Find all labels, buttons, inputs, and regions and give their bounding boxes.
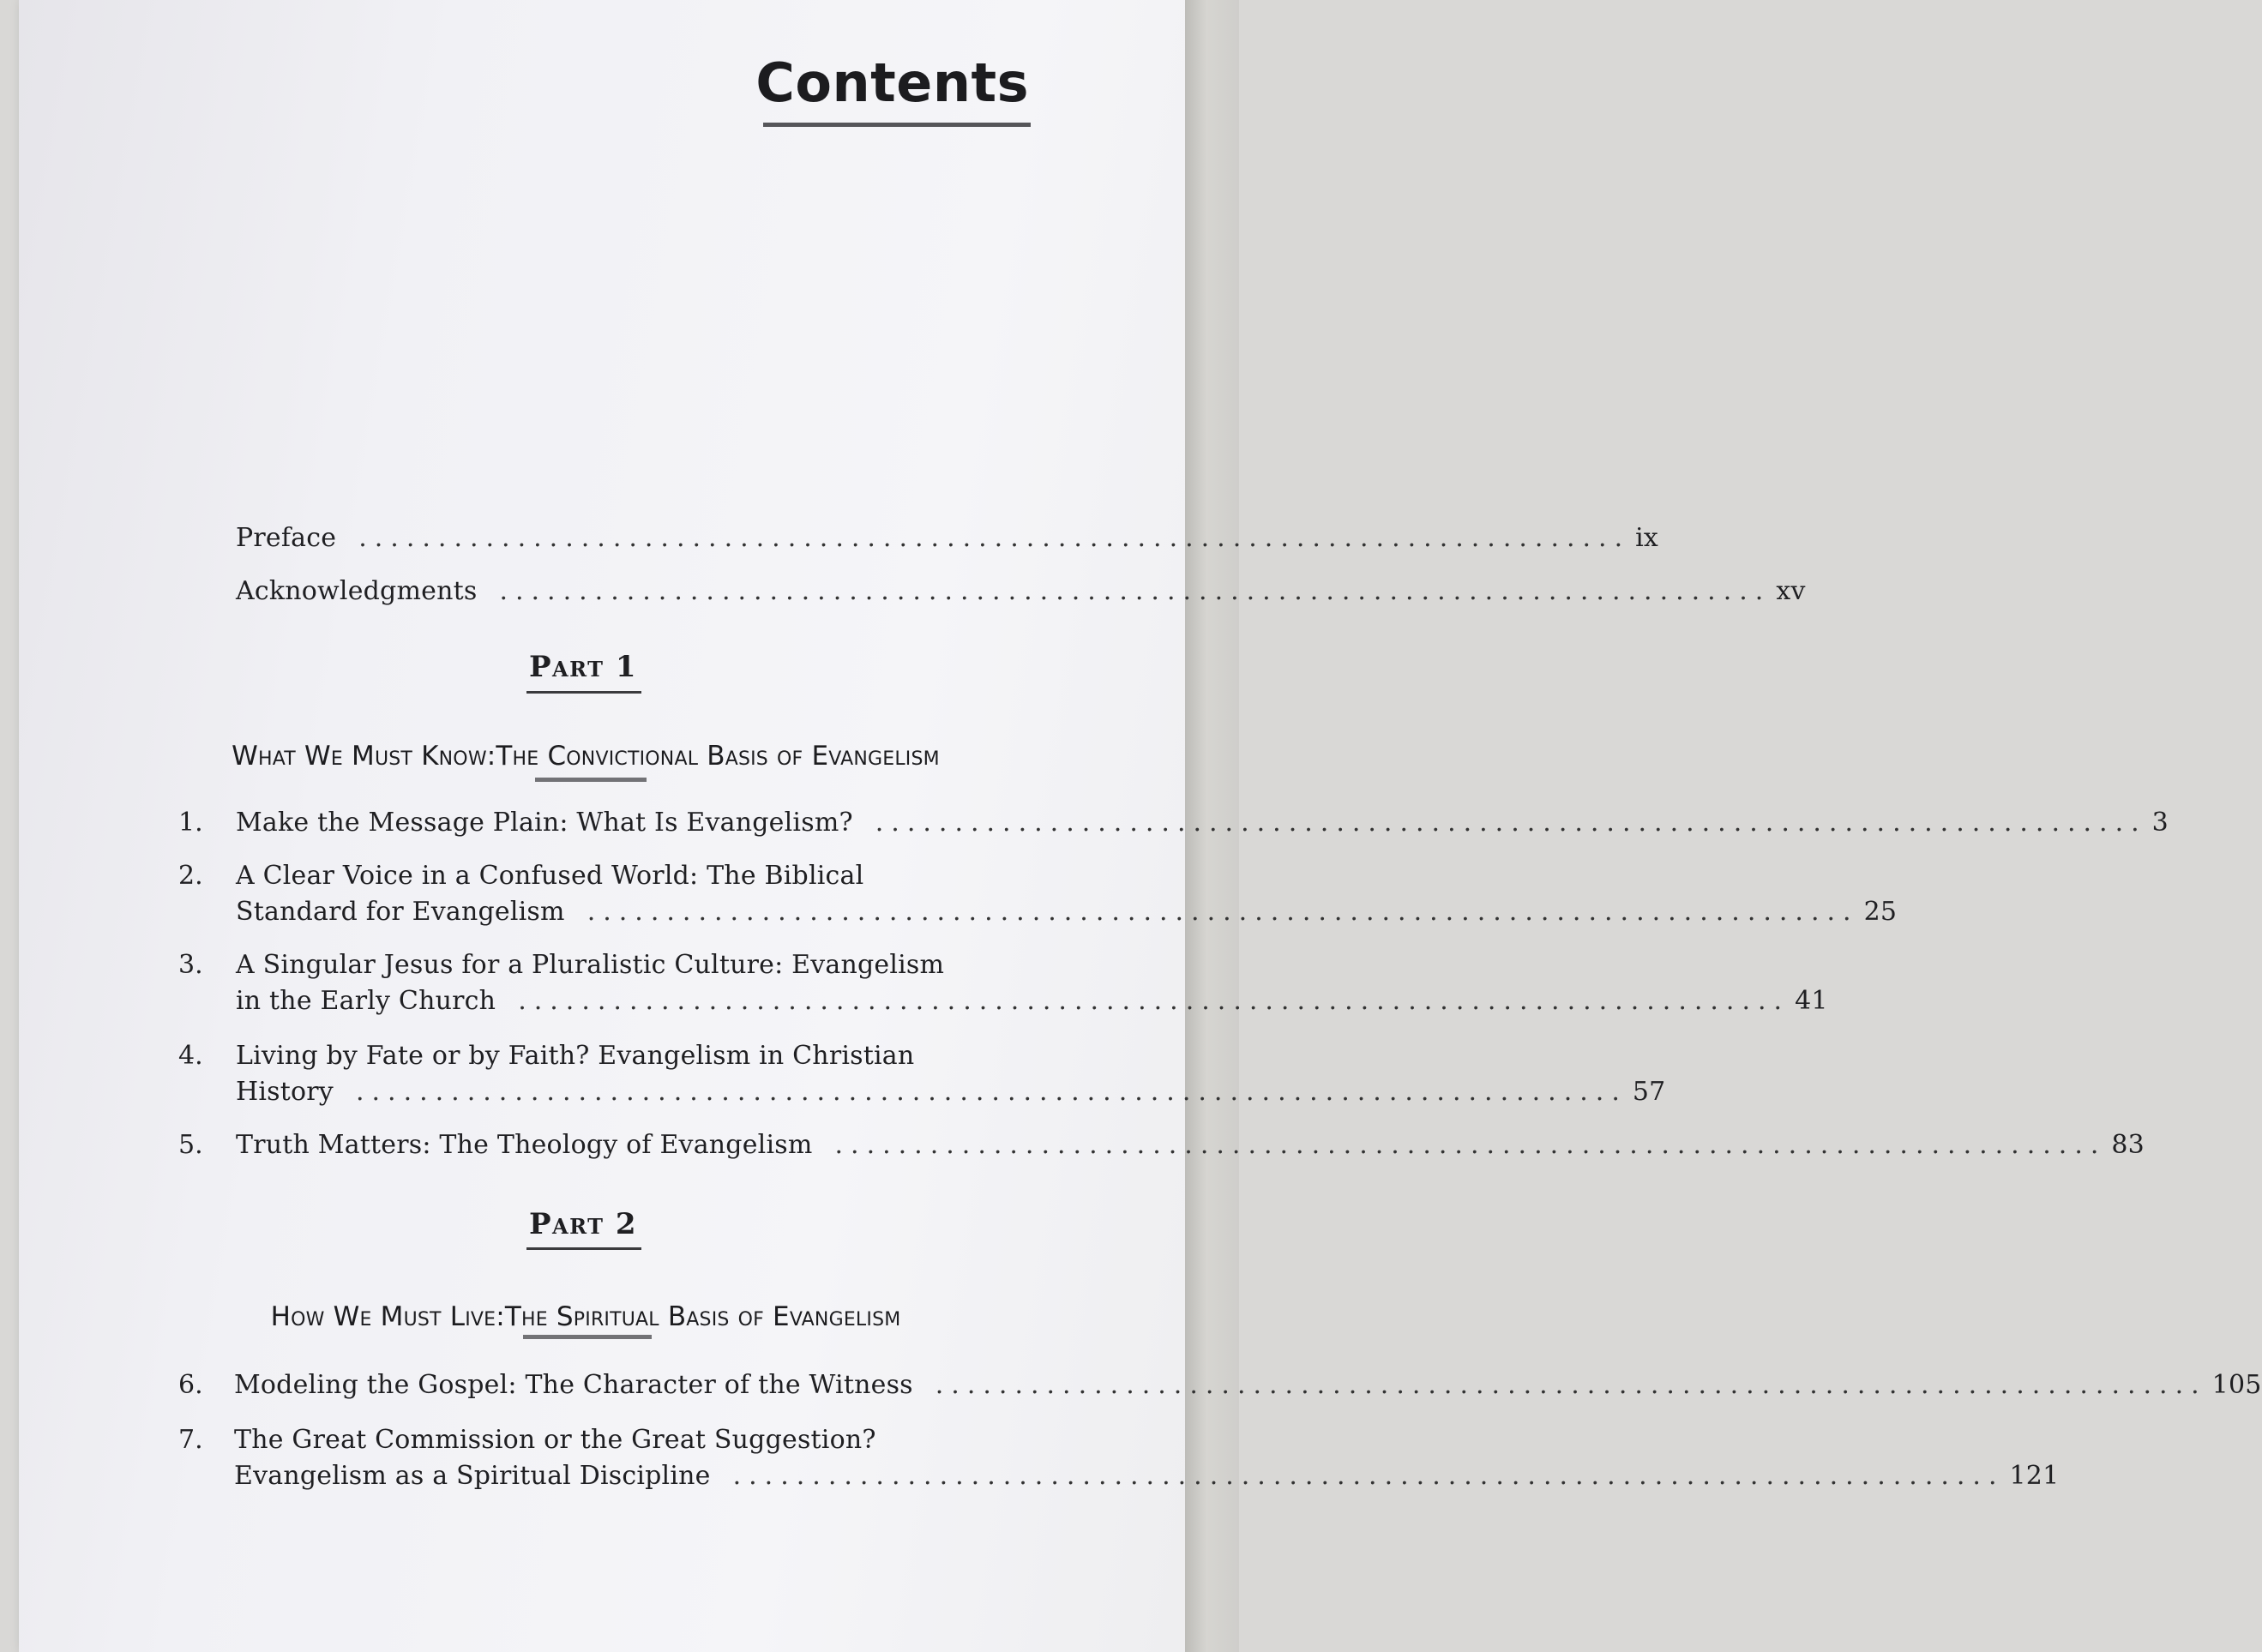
entry-page: xv — [1776, 576, 1806, 606]
part-2-heading: How We Must Live:The Spiritual Basis of Evangelism — [270, 1301, 901, 1332]
toc-entry-chapter-7[interactable] — [234, 1461, 2060, 1491]
title-underline — [763, 123, 1031, 127]
entry-label: Truth Matters: The Theology of Evangelism — [236, 1130, 813, 1160]
chapter-2-title-line1: A Clear Voice in a Confused World: The Biblical — [236, 861, 864, 891]
part-1-label: Part 1 — [528, 650, 638, 684]
toc-entry-chapter-4[interactable] — [236, 1077, 1666, 1107]
chapter-3-number: 3. — [178, 950, 203, 980]
entry-label: Preface — [236, 523, 337, 553]
chapter-2-number: 2. — [178, 861, 203, 891]
entry-label: Make the Message Plain: What Is Evangelism? — [236, 808, 853, 838]
entry-page: 121 — [2009, 1461, 2060, 1491]
dot-leader: ................................................................................ — [499, 576, 1772, 606]
entry-label: Modeling the Gospel: The Character of the Witness — [234, 1370, 913, 1400]
dot-leader: ................................................................................ — [875, 808, 2147, 838]
entry-page: 57 — [1632, 1077, 1666, 1107]
toc-entry-chapter-3[interactable] — [236, 986, 1828, 1016]
chapter-3-title-line1: A Singular Jesus for a Pluralistic Culture: Evangelism — [236, 950, 945, 980]
chapter-1-number: 1. — [178, 808, 203, 838]
chapter-7-number: 7. — [178, 1425, 203, 1455]
dot-leader: ................................................................................ — [358, 523, 1631, 553]
chapter-7-title-line1: The Great Commission or the Great Suggestion? — [234, 1425, 876, 1455]
entry-page: 3 — [2151, 808, 2169, 838]
chapter-4-number: 4. — [178, 1041, 203, 1071]
chapter-6-number: 6. — [178, 1370, 203, 1400]
toc-entry-chapter-2[interactable] — [236, 897, 1898, 927]
entry-page: 83 — [2111, 1130, 2145, 1160]
dot-leader: ................................................................................ — [732, 1461, 2005, 1491]
toc-entry-acknowledgments[interactable] — [236, 576, 1806, 606]
dot-leader: ................................................................................ — [518, 986, 1790, 1016]
entry-label: Standard for Evangelism — [236, 897, 565, 927]
entry-label: Acknowledgments — [236, 576, 478, 606]
entry-page: 41 — [1795, 986, 1828, 1016]
dot-leader: ................................................................................ — [587, 897, 1859, 927]
part-2-underline — [526, 1247, 641, 1250]
part-1-underline — [526, 691, 641, 694]
part-1-heading-ornament — [535, 778, 647, 782]
entry-label: Evangelism as a Spiritual Discipline — [234, 1461, 711, 1491]
entry-page: 25 — [1863, 897, 1898, 927]
entry-label: History — [236, 1077, 334, 1107]
entry-label: in the Early Church — [236, 986, 496, 1016]
dot-leader: ................................................................................ — [355, 1077, 1627, 1107]
part-2-label: Part 2 — [528, 1207, 638, 1241]
toc-entry-chapter-6[interactable] — [234, 1370, 2262, 1400]
entry-page: ix — [1635, 523, 1659, 553]
toc-entry-chapter-5[interactable] — [236, 1130, 2145, 1160]
dot-leader: ................................................................................ — [834, 1130, 2107, 1160]
page-title: Contents — [755, 51, 1029, 114]
toc-entry-preface[interactable] — [236, 523, 1659, 553]
toc-entry-chapter-1[interactable] — [236, 808, 2169, 838]
dot-leader: ................................................................................ — [935, 1370, 2207, 1400]
part-2-heading-ornament — [523, 1335, 652, 1339]
chapter-5-number: 5. — [178, 1130, 203, 1160]
part-1-heading: What We Must Know:The Convictional Basis of Evangelism — [232, 741, 940, 772]
entry-page: 105 — [2211, 1370, 2262, 1400]
chapter-4-title-line1: Living by Fate or by Faith? Evangelism in Christian — [236, 1041, 915, 1071]
